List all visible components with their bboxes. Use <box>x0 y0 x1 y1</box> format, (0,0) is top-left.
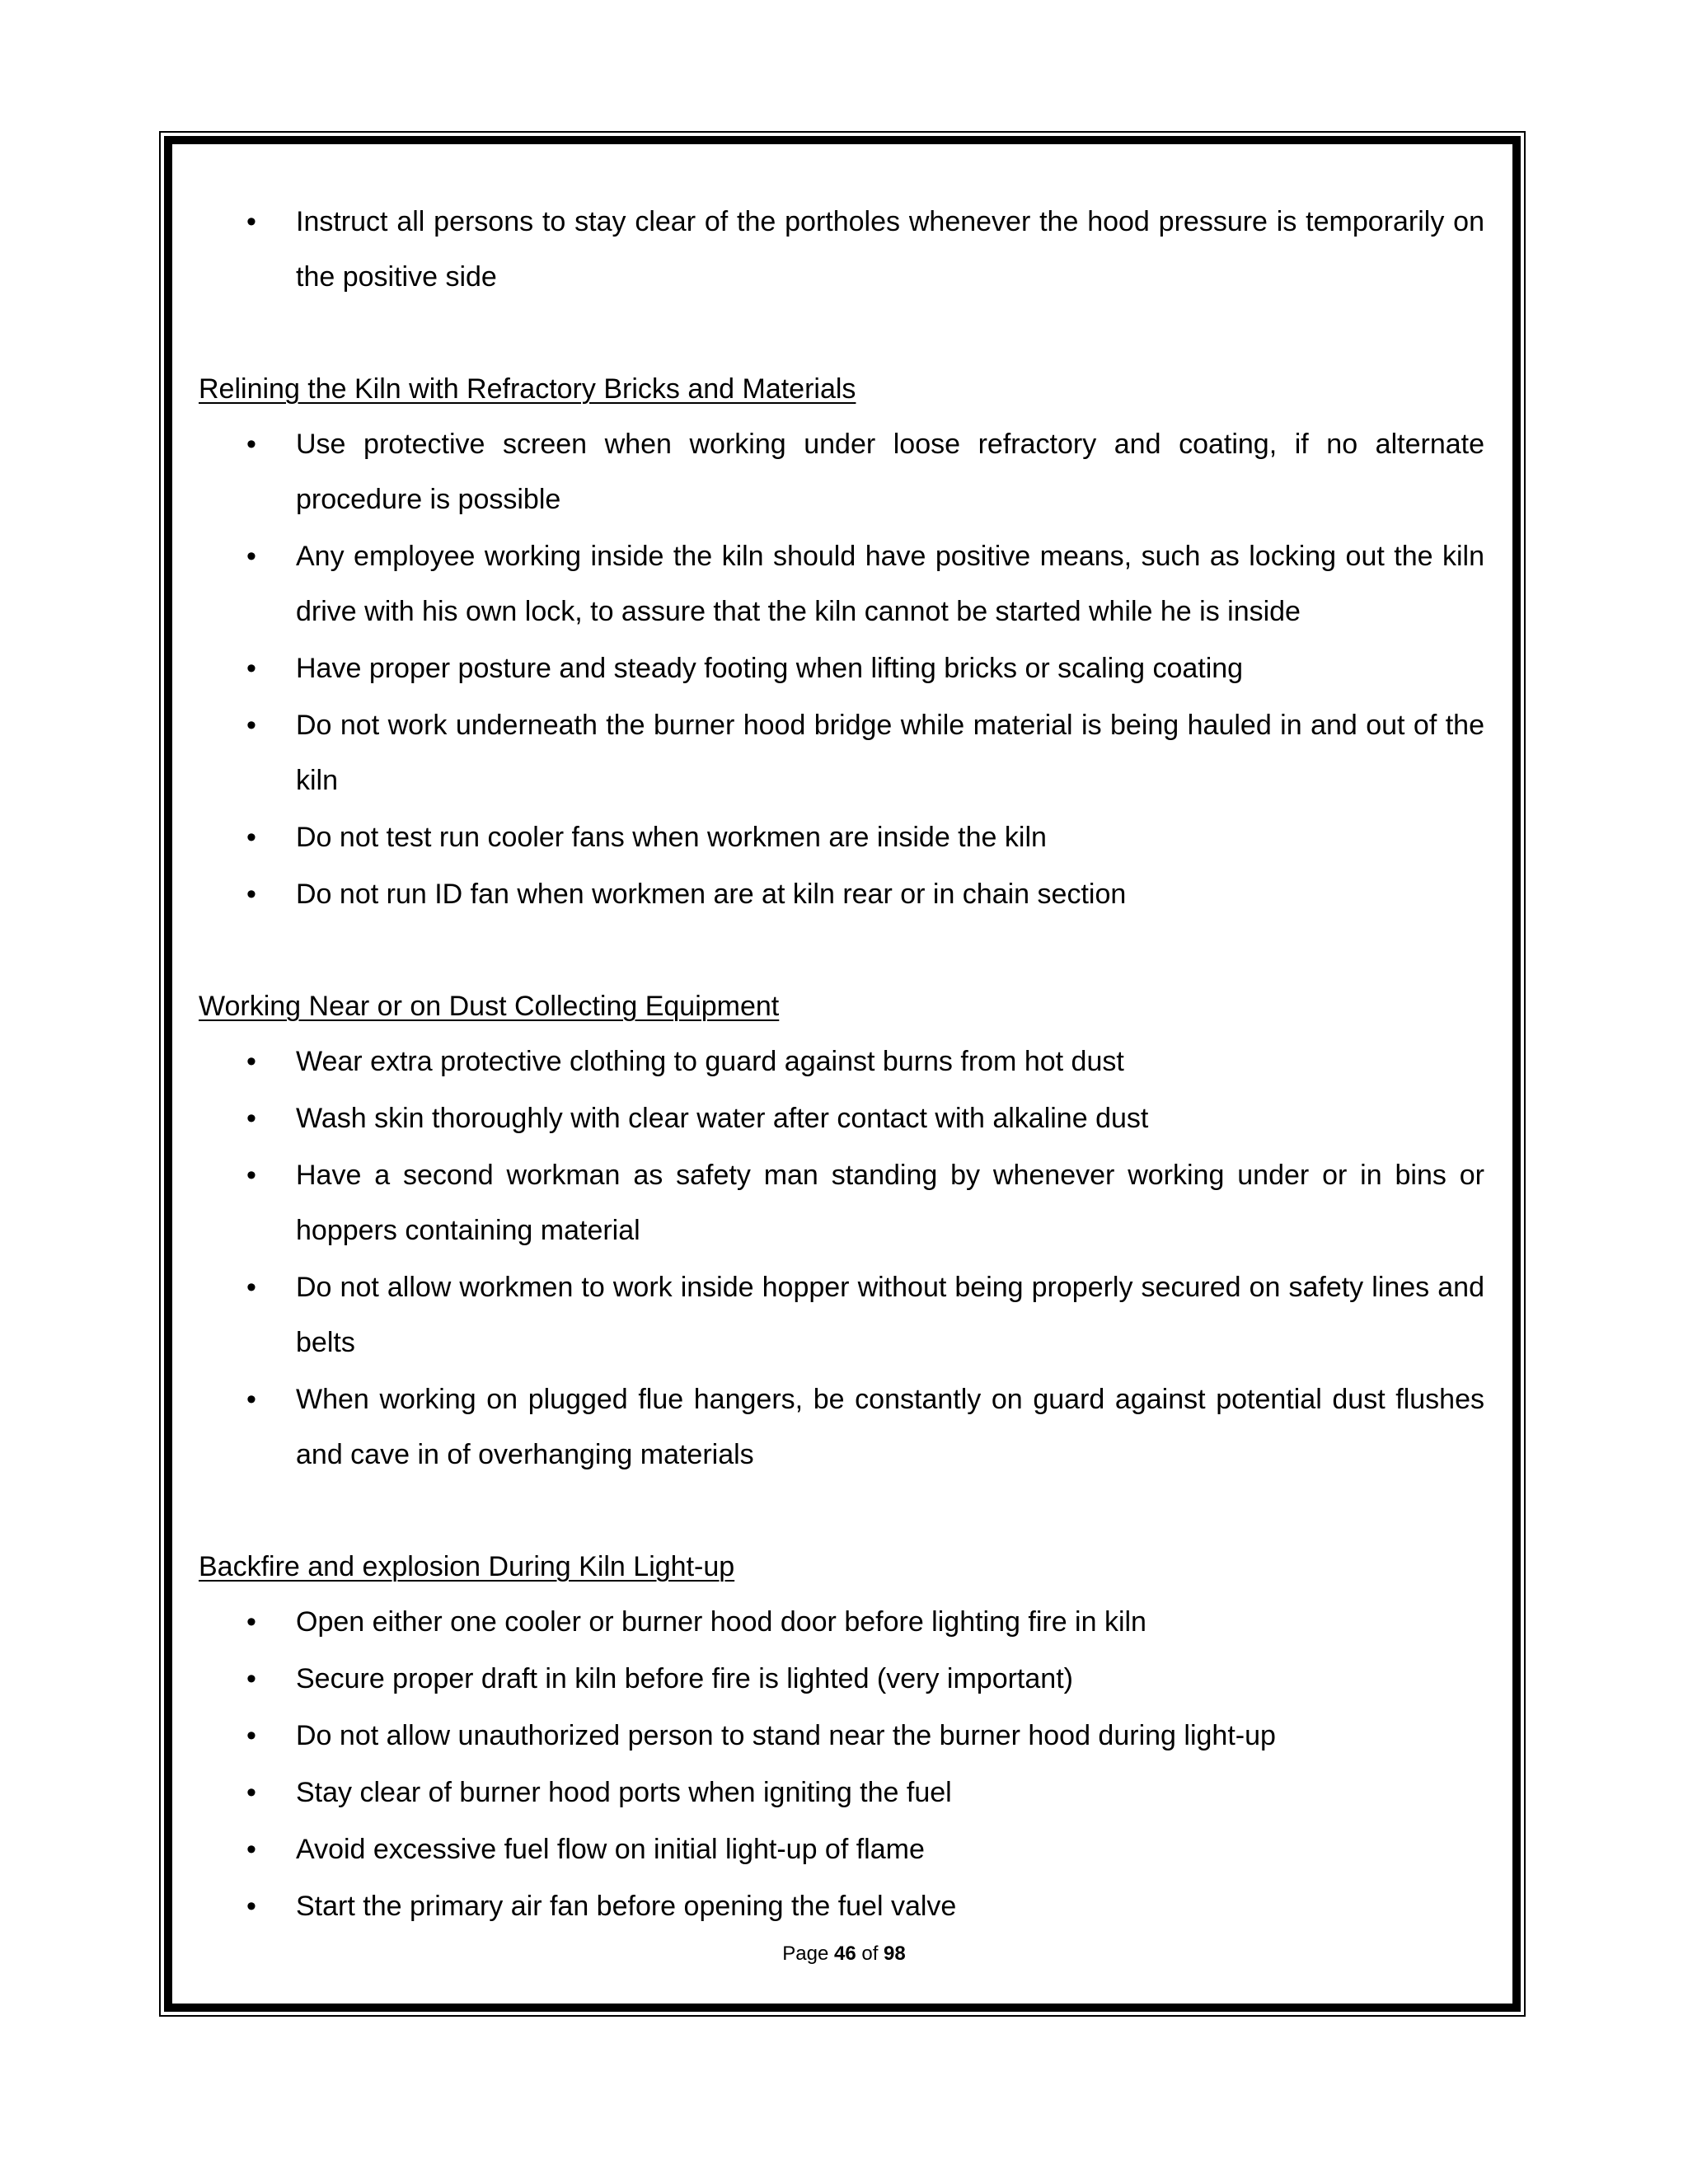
section-list-relining <box>199 417 1484 922</box>
bullet-icon: • <box>246 1834 256 1865</box>
section-heading-relining: Relining the Kiln with Refractory Bricks and Materials <box>199 373 856 405</box>
bullet-icon: • <box>246 1272 256 1303</box>
list-item-text: Wear extra protective clothing to guard against burns from hot dust <box>296 1046 1124 1077</box>
list-item-text: Open either one cooler or burner hood door before lighting fire in kiln <box>296 1606 1146 1638</box>
list-item-text: Have a second workman as safety man standing by whenever working under or in bins or hoppers containing material <box>296 1160 1484 1246</box>
section-list-backfire <box>199 1595 1484 1934</box>
list-item-text: Any employee working inside the kiln should have positive means, such as locking out the kiln drive with his own lock, to assure that the kiln cannot be started while he is inside <box>296 541 1484 627</box>
bullet-icon: • <box>246 429 256 460</box>
list-item-text: Have proper posture and steady footing when lifting bricks or scaling coating <box>296 653 1244 684</box>
intro-list <box>199 194 1484 305</box>
list-item <box>199 698 1484 808</box>
list-item <box>199 1372 1484 1483</box>
bullet-icon: • <box>246 1663 256 1694</box>
list-item <box>199 1879 1484 1934</box>
page-label: Page <box>782 1943 829 1965</box>
list-item-text: Stay clear of burner hood ports when igniting the fuel <box>296 1777 952 1808</box>
bullet-icon: • <box>246 1777 256 1808</box>
document-body <box>199 194 1484 1936</box>
list-item-text: Do not allow unauthorized person to stand near the burner hood during light-up <box>296 1720 1276 1751</box>
bullet-icon: • <box>246 206 256 237</box>
list-item <box>199 1765 1484 1821</box>
bullet-icon: • <box>246 1891 256 1922</box>
list-item <box>199 1260 1484 1371</box>
bullet-icon: • <box>246 879 256 910</box>
bullet-icon: • <box>246 822 256 853</box>
list-item <box>199 1708 1484 1764</box>
bullet-icon: • <box>246 1720 256 1751</box>
bullet-icon: • <box>246 1046 256 1077</box>
bullet-icon: • <box>246 1606 256 1638</box>
list-item-text: Do not test run cooler fans when workmen are inside the kiln <box>296 822 1047 853</box>
bullet-icon: • <box>246 1160 256 1191</box>
page-total: 98 <box>884 1943 906 1965</box>
page-number <box>0 1942 1688 1966</box>
bullet-icon: • <box>246 710 256 741</box>
list-item-text: Do not run ID fan when workmen are at kiln rear or in chain section <box>296 879 1127 910</box>
list-item <box>199 810 1484 865</box>
list-item <box>199 529 1484 640</box>
of-label: of <box>861 1943 879 1965</box>
list-item <box>199 1034 1484 1090</box>
list-item <box>199 867 1484 922</box>
list-item-text: Use protective screen when working under loose refractory and coating, if no alternate procedure is possible <box>296 429 1484 515</box>
list-item-text: Instruct all persons to stay clear of the portholes whenever the hood pressure is temporarily on the positive side <box>296 206 1484 293</box>
list-item <box>199 194 1484 305</box>
section-heading-dust-collecting: Working Near or on Dust Collecting Equipment <box>199 991 780 1022</box>
list-item-text: Secure proper draft in kiln before fire is lighted (very important) <box>296 1663 1073 1694</box>
bullet-icon: • <box>246 653 256 684</box>
section-list-dust-collecting <box>199 1034 1484 1483</box>
bullet-icon: • <box>246 1103 256 1134</box>
list-item-text: Do not work underneath the burner hood bridge while material is being hauled in and out of the kiln <box>296 710 1484 796</box>
list-item-text: Do not allow workmen to work inside hopper without being properly secured on safety lines and belts <box>296 1272 1484 1358</box>
list-item <box>199 1091 1484 1146</box>
list-item-text: Start the primary air fan before opening the fuel valve <box>296 1891 957 1922</box>
section-heading-backfire: Backfire and explosion During Kiln Light-up <box>199 1551 735 1582</box>
bullet-icon: • <box>246 541 256 572</box>
list-item <box>199 417 1484 527</box>
list-item-text: Wash skin thoroughly with clear water after contact with alkaline dust <box>296 1103 1149 1134</box>
list-item <box>199 1148 1484 1258</box>
list-item <box>199 1595 1484 1650</box>
list-item <box>199 1652 1484 1707</box>
list-item <box>199 641 1484 696</box>
list-item <box>199 1822 1484 1877</box>
page-current: 46 <box>833 1943 856 1965</box>
list-item-text: When working on plugged flue hangers, be constantly on guard against potential dust flushes and cave in of overhanging materials <box>296 1384 1484 1470</box>
bullet-icon: • <box>246 1384 256 1415</box>
list-item-text: Avoid excessive fuel flow on initial light-up of flame <box>296 1834 925 1865</box>
